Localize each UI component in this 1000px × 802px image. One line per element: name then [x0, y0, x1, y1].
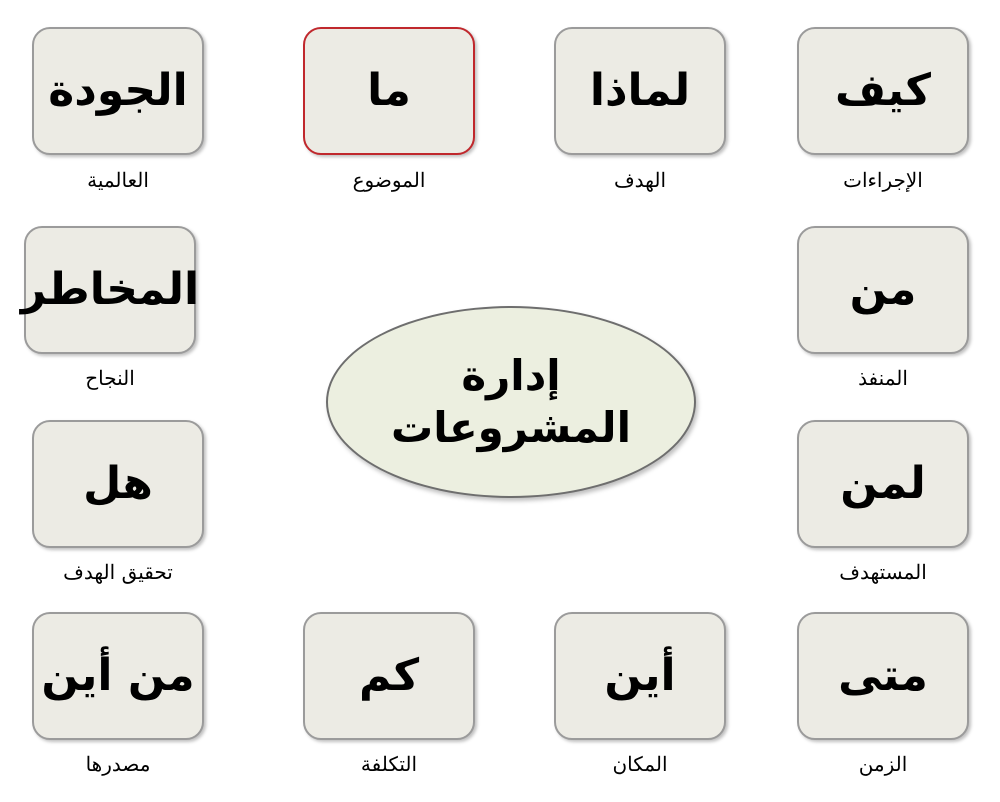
card-mata [797, 612, 969, 740]
center-topic-ellipse [326, 306, 696, 498]
card-caption: المستهدف [839, 560, 927, 584]
card-ma [303, 27, 475, 155]
card-word: كم [358, 650, 420, 701]
card-min-ayna [32, 612, 204, 740]
card-caption: الموضوع [352, 168, 426, 192]
card-ayna [554, 612, 726, 740]
card-word: لماذا [589, 65, 691, 116]
card-liman [797, 420, 969, 548]
card-caption: مصدرها [85, 752, 151, 776]
card-limadha [554, 27, 726, 155]
card-kayf [797, 27, 969, 155]
center-title-line2: المشروعات [391, 403, 631, 452]
card-aljawda [32, 27, 204, 155]
card-word: الجودة [48, 65, 188, 116]
card-man [797, 226, 969, 354]
card-word: أين [604, 650, 676, 701]
card-caption: الهدف [613, 168, 667, 192]
card-word: هل [83, 458, 153, 509]
card-caption: الإجراءات [843, 168, 923, 192]
card-caption: التكلفة [360, 752, 418, 776]
card-caption: المنفذ [858, 366, 908, 390]
card-caption: النجاح [85, 366, 135, 390]
card-almakhatir [20, 226, 200, 354]
card-caption: العالمية [87, 168, 149, 192]
card-kam [303, 612, 475, 740]
card-word: من [849, 264, 917, 315]
card-word: لمن [840, 458, 926, 509]
card-word: كيف [835, 65, 931, 116]
center-title-line1: إدارة [461, 350, 561, 400]
card-word: متى [838, 650, 928, 701]
card-caption: المكان [612, 752, 668, 776]
card-caption: الزمن [858, 752, 908, 776]
card-caption: تحقيق الهدف [63, 560, 173, 584]
card-hal [32, 420, 204, 548]
card-word: ما [367, 65, 411, 116]
card-word: من أين [41, 650, 195, 701]
card-word: المخاطر [20, 264, 200, 315]
